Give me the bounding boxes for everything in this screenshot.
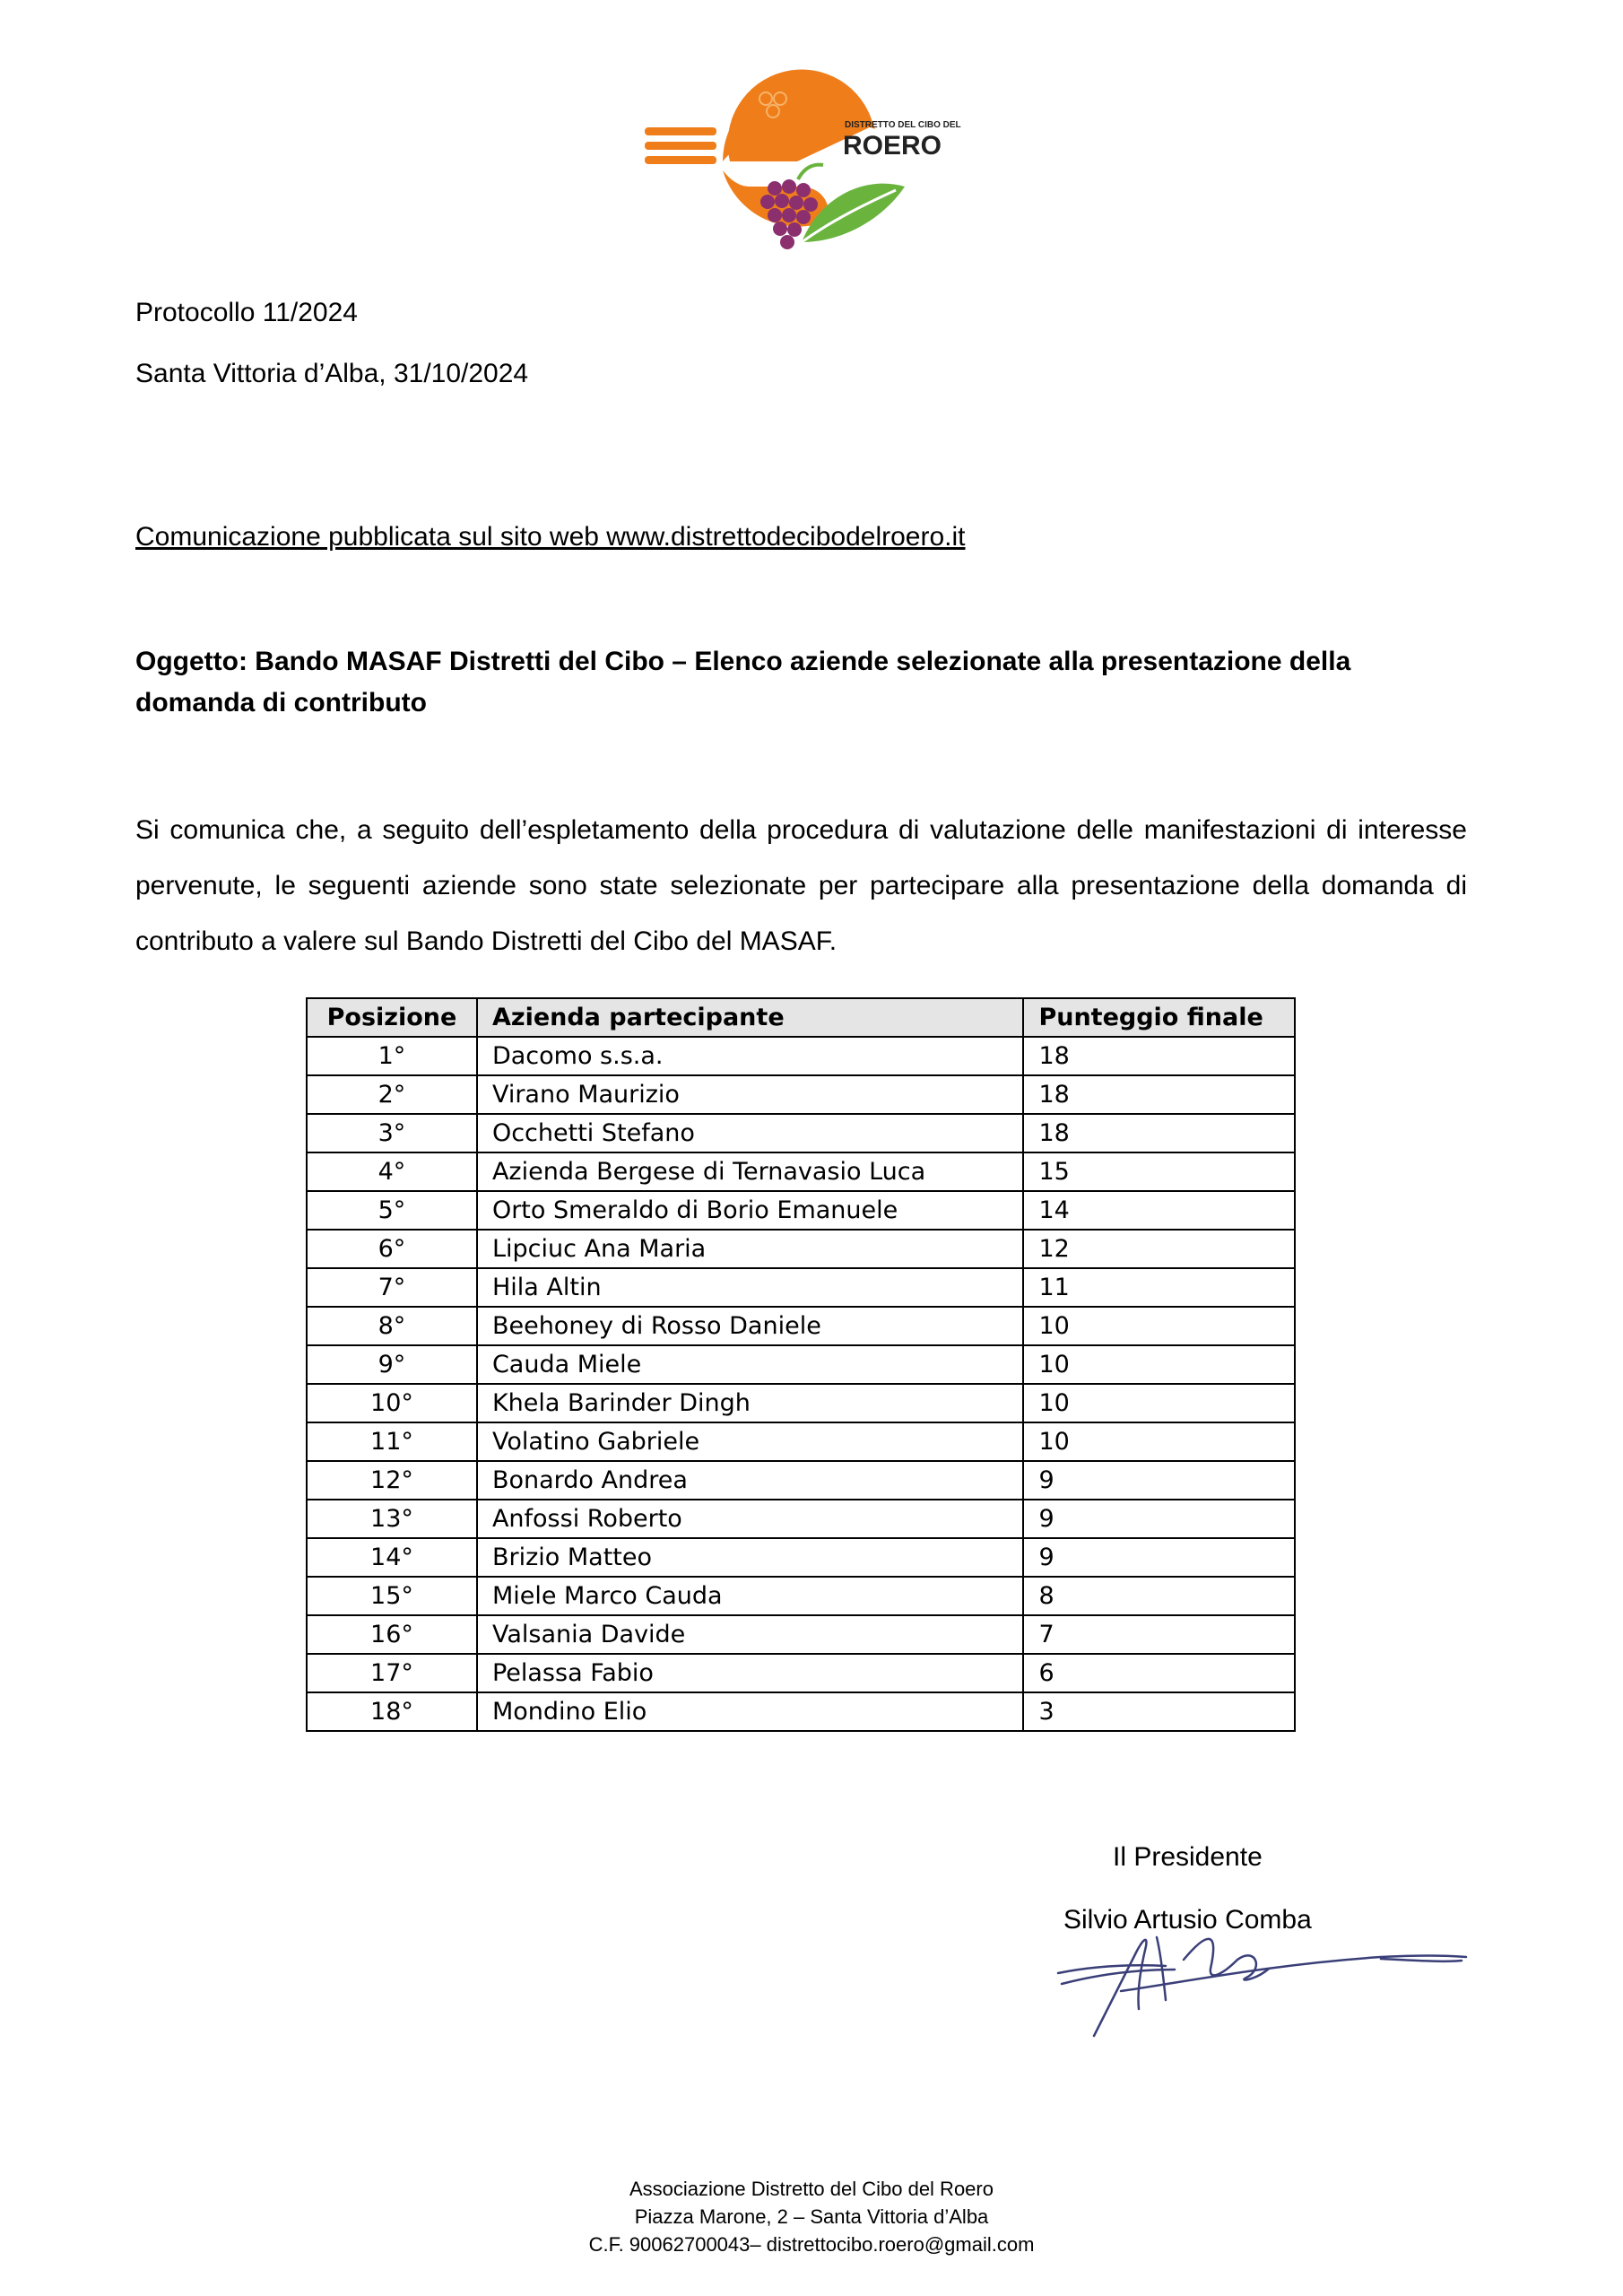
table-row xyxy=(307,1345,1295,1384)
cell-company: Anfossi Roberto xyxy=(477,1500,1023,1538)
place-date: Santa Vittoria d’Alba, 31/10/2024 xyxy=(135,359,529,388)
footer-contact: C.F. 90062700043– distrettocibo.roero@gmail.com xyxy=(588,2233,1035,2256)
cell-company: Khela Barinder Dingh xyxy=(477,1384,1023,1422)
cell-position: 1° xyxy=(307,1037,477,1075)
cell-score: 12 xyxy=(1023,1230,1295,1268)
cell-score: 11 xyxy=(1023,1268,1295,1307)
cell-company: Dacomo s.s.a. xyxy=(477,1037,1023,1075)
cell-position: 16° xyxy=(307,1615,477,1654)
cell-score: 18 xyxy=(1023,1114,1295,1152)
logo-graphic xyxy=(640,63,963,262)
cell-company: Azienda Bergese di Ternavasio Luca xyxy=(477,1152,1023,1191)
cell-score: 8 xyxy=(1023,1577,1295,1615)
cell-company: Brizio Matteo xyxy=(477,1538,1023,1577)
cell-score: 18 xyxy=(1023,1075,1295,1114)
table-row xyxy=(307,1152,1295,1191)
cell-position: 2° xyxy=(307,1075,477,1114)
subject-line: Oggetto: Bando MASAF Distretti del Cibo – Elenco aziende selezionate alla presentazione della domanda di contributo xyxy=(135,647,1351,718)
cell-position: 6° xyxy=(307,1230,477,1268)
cell-score: 18 xyxy=(1023,1037,1295,1075)
cell-company: Lipciuc Ana Maria xyxy=(477,1230,1023,1268)
cell-score: 10 xyxy=(1023,1384,1295,1422)
cell-position: 18° xyxy=(307,1692,477,1731)
cell-company: Beehoney di Rosso Daniele xyxy=(477,1307,1023,1345)
cell-score: 9 xyxy=(1023,1500,1295,1538)
body-paragraph: Si comunica che, a seguito dell’espletamento della procedura di valutazione delle manifestazioni di interesse pervenute, le seguenti aziende sono state selezionate per partecipare alla presentazione della domanda di contributo a valere sul Bando Distretti del Cibo del MASAF. xyxy=(135,815,1467,956)
table-row xyxy=(307,1461,1295,1500)
footer-association: Associazione Distretto del Cibo del Roero xyxy=(629,2178,994,2200)
cell-company: Mondino Elio xyxy=(477,1692,1023,1731)
cell-score: 7 xyxy=(1023,1615,1295,1654)
cell-score: 15 xyxy=(1023,1152,1295,1191)
roero-logo xyxy=(640,63,963,262)
cell-position: 12° xyxy=(307,1461,477,1500)
cell-score: 10 xyxy=(1023,1307,1295,1345)
cell-position: 7° xyxy=(307,1268,477,1307)
cell-company: Occhetti Stefano xyxy=(477,1114,1023,1152)
cell-position: 14° xyxy=(307,1538,477,1577)
table-row xyxy=(307,1075,1295,1114)
table-row xyxy=(307,1500,1295,1538)
cell-score: 10 xyxy=(1023,1345,1295,1384)
table-row xyxy=(307,1422,1295,1461)
cell-score: 6 xyxy=(1023,1654,1295,1692)
header-company: Azienda partecipante xyxy=(477,998,1023,1037)
table-row xyxy=(307,1191,1295,1230)
footer xyxy=(0,2175,1623,2258)
cell-score: 10 xyxy=(1023,1422,1295,1461)
table-row xyxy=(307,1577,1295,1615)
table-row xyxy=(307,1692,1295,1731)
cell-company: Valsania Davide xyxy=(477,1615,1023,1654)
cell-company: Miele Marco Cauda xyxy=(477,1577,1023,1615)
cell-position: 9° xyxy=(307,1345,477,1384)
table-header-row xyxy=(307,998,1295,1037)
cell-company: Pelassa Fabio xyxy=(477,1654,1023,1692)
cell-position: 10° xyxy=(307,1384,477,1422)
cell-company: Hila Altin xyxy=(477,1268,1023,1307)
table-row xyxy=(307,1538,1295,1577)
logo-small-text: DISTRETTO DEL CIBO DEL xyxy=(845,120,961,130)
published-note: Comunicazione pubblicata sul sito web www.distrettodecibodelroero.it xyxy=(135,522,966,552)
cell-position: 4° xyxy=(307,1152,477,1191)
handwritten-signature xyxy=(1040,1883,1488,2045)
header-score: Punteggio finale xyxy=(1023,998,1295,1037)
signature-name: Silvio Artusio Comba xyxy=(1063,1905,1312,1935)
cell-position: 17° xyxy=(307,1654,477,1692)
cell-position: 15° xyxy=(307,1577,477,1615)
cell-company: Virano Maurizio xyxy=(477,1075,1023,1114)
table-row xyxy=(307,1230,1295,1268)
footer-address: Piazza Marone, 2 – Santa Vittoria d’Alba xyxy=(634,2205,989,2228)
cell-score: 9 xyxy=(1023,1461,1295,1500)
logo-big-text: ROERO xyxy=(843,131,942,161)
cell-score: 3 xyxy=(1023,1692,1295,1731)
table-row xyxy=(307,1307,1295,1345)
results-table xyxy=(306,997,1296,1732)
cell-score: 9 xyxy=(1023,1538,1295,1577)
cell-position: 5° xyxy=(307,1191,477,1230)
header-position: Posizione xyxy=(307,998,477,1037)
table-row xyxy=(307,1268,1295,1307)
cell-company: Orto Smeraldo di Borio Emanuele xyxy=(477,1191,1023,1230)
table-row xyxy=(307,1037,1295,1075)
cell-position: 8° xyxy=(307,1307,477,1345)
signature-title: Il Presidente xyxy=(1113,1842,1263,1872)
table-row xyxy=(307,1114,1295,1152)
cell-company: Cauda Miele xyxy=(477,1345,1023,1384)
cell-position: 3° xyxy=(307,1114,477,1152)
cell-position: 13° xyxy=(307,1500,477,1538)
cell-position: 11° xyxy=(307,1422,477,1461)
cell-score: 14 xyxy=(1023,1191,1295,1230)
protocol-number: Protocollo 11/2024 xyxy=(135,298,358,327)
table-row xyxy=(307,1615,1295,1654)
cell-company: Bonardo Andrea xyxy=(477,1461,1023,1500)
table-row xyxy=(307,1654,1295,1692)
cell-company: Volatino Gabriele xyxy=(477,1422,1023,1461)
table-row xyxy=(307,1384,1295,1422)
